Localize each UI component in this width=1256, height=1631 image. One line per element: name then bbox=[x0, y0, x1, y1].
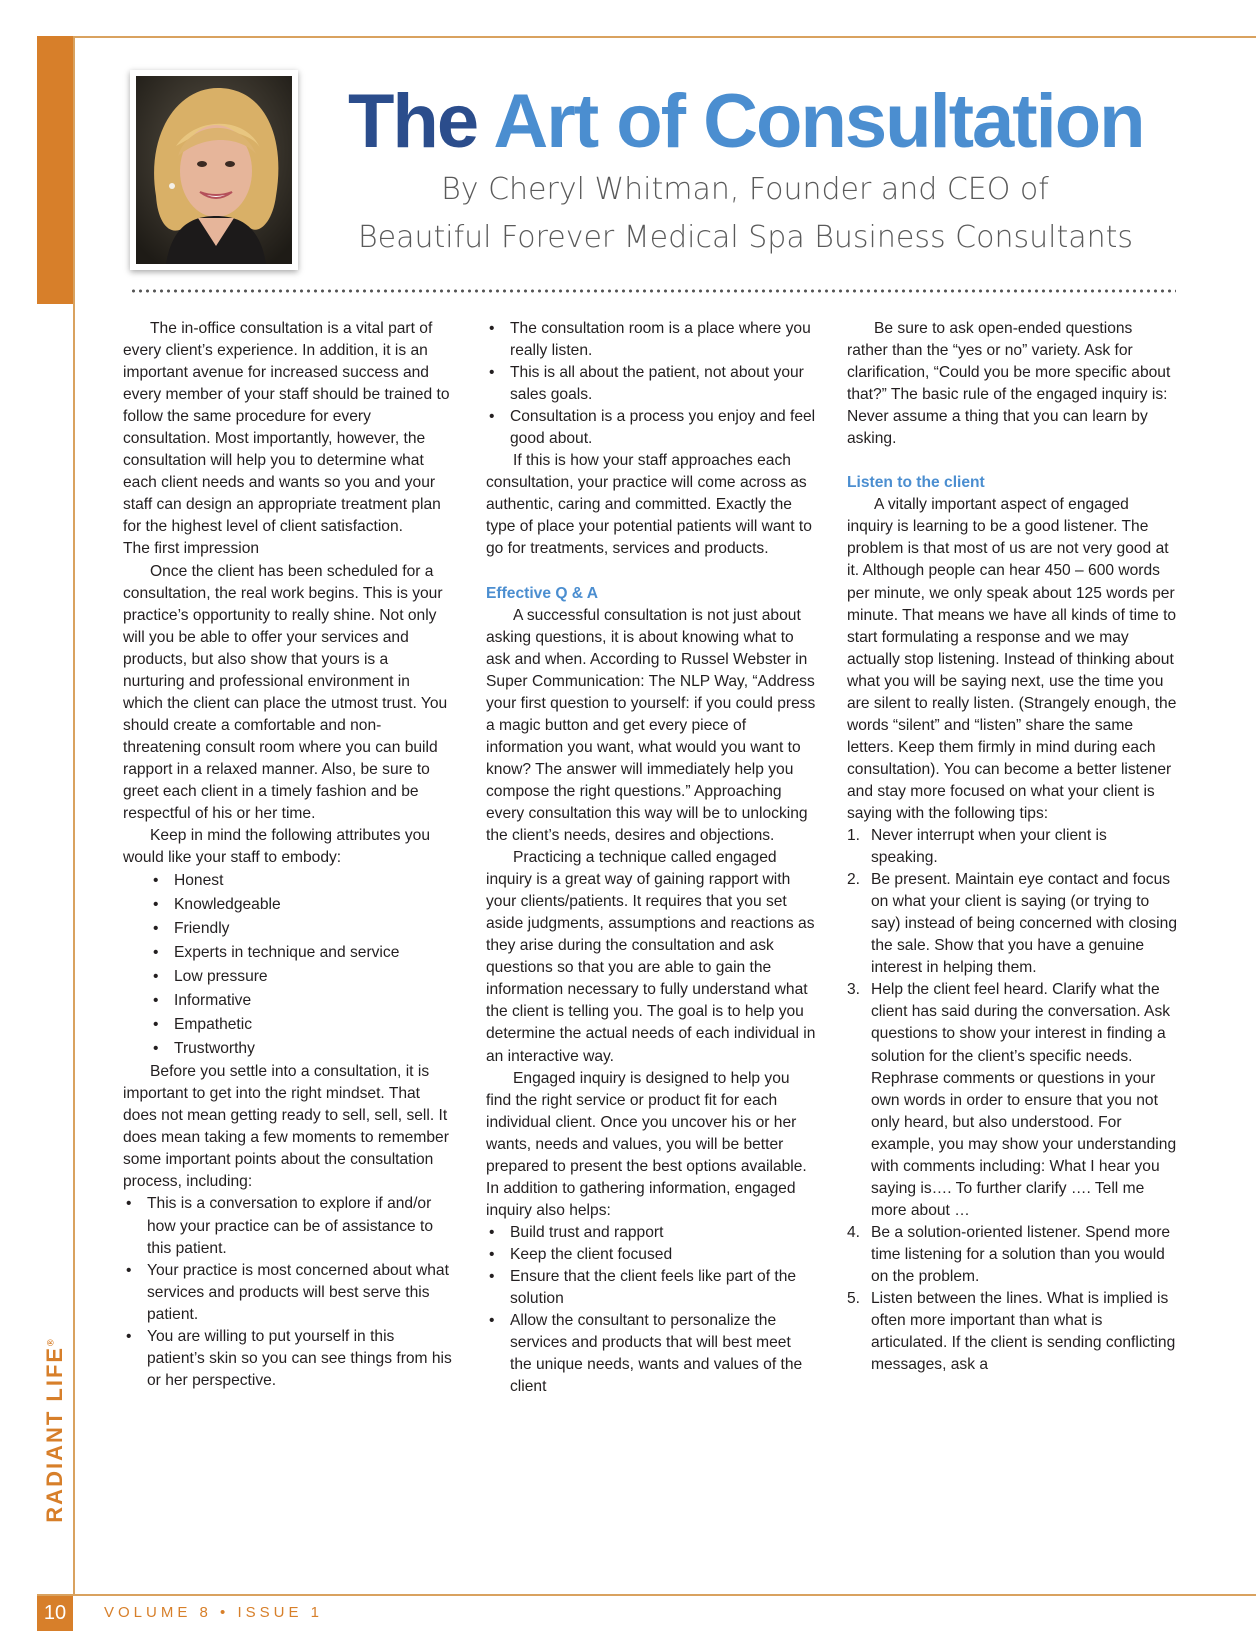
list-number: 2. bbox=[847, 871, 861, 889]
registered-mark: ® bbox=[45, 1337, 56, 1346]
paragraph: If this is how your staff approaches each consultation, your practice will come across as authentic, caring and committed. Exactly the type of place your potential patients will want to go for treatments, services and products. bbox=[486, 452, 812, 558]
list-text: Help the client feel heard. Clarify what the client has said during the conversation. Ask questions to show your interest in finding a solution for the client’s specific needs. Rephrase comments or questions in your own words in order to ensure that you not only heard, but also understood. For example, you may show your understanding with comments including: What I hear you saying is…. To further clarify …. Tell me more about … bbox=[871, 981, 1177, 1219]
column-1 bbox=[123, 318, 453, 1392]
paragraph: Practicing a technique called engaged inquiry is a great way of gaining rapport with your clients/patients. It requires that you set aside judgments, assumptions and reactions as they arise during the consultation and ask questions so that you are able to gain the information necessary to fully understand what the client is telling you. The goal is to help you determine the actual needs of each individual in an interactive way. bbox=[486, 849, 816, 1065]
attributes-list bbox=[150, 869, 453, 1061]
list-item bbox=[847, 979, 1177, 1222]
list-text: Listen between the lines. What is implied is often more important than what is articulated. If the client is sending conflicting messages, ask a bbox=[871, 1290, 1176, 1374]
list-item bbox=[847, 825, 1177, 869]
list-text: Be present. Maintain eye contact and focus on what your client is saying (or trying to say) instead of being concerned with closing the sale. Show that you have a genuine interest in helping them. bbox=[871, 871, 1177, 977]
footer-rule bbox=[37, 1594, 1256, 1596]
list-item: • Your practice is most concerned about what services and products will best serve this patient. bbox=[123, 1260, 453, 1326]
list-number: 3. bbox=[847, 981, 861, 999]
list-item: • You are willing to put yourself in this patient’s skin so you can see things from his or her perspective. bbox=[123, 1326, 453, 1392]
list-item bbox=[847, 1288, 1177, 1376]
page-number: 10 bbox=[37, 1596, 73, 1631]
author-photo bbox=[136, 76, 292, 264]
list-item bbox=[847, 1222, 1177, 1288]
byline-line-1: By Cheryl Whitman, Founder and CEO of bbox=[441, 172, 1049, 207]
author-photo-frame bbox=[130, 70, 298, 270]
left-margin-rule bbox=[73, 36, 75, 1596]
column-2 bbox=[486, 318, 816, 1398]
issue-label: VOLUME 8 • ISSUE 1 bbox=[104, 1604, 323, 1621]
list-item: • Allow the consultant to personalize the services and products that will best meet the unique needs, wants and values of the client bbox=[486, 1310, 816, 1398]
list-text: Be a solution-oriented listener. Spend more time listening for a solution than you would on the problem. bbox=[871, 1223, 1171, 1285]
paragraph: Be sure to ask open-ended questions rather than the “yes or no” variety. Ask for clarification, “Could you be more specific about that?” The basic rule of the engaged inquiry is: Never assume a thing that you can learn by asking. bbox=[847, 320, 1171, 448]
list-item: • Keep the client focused bbox=[486, 1244, 816, 1266]
list-item bbox=[847, 869, 1177, 979]
feature-tab bbox=[37, 36, 104, 304]
spacer bbox=[486, 561, 816, 583]
feature-label: FEATURE bbox=[81, 121, 104, 291]
mindset-list-continued bbox=[486, 318, 816, 450]
brand-name: RADIANT LIFE bbox=[42, 1345, 67, 1523]
magazine-brand bbox=[42, 1337, 68, 1522]
subheading: The first impression bbox=[123, 540, 260, 558]
mindset-list bbox=[123, 1193, 453, 1391]
paragraph: Keep in mind the following attributes you would like your staff to embody: bbox=[123, 827, 430, 867]
list-item: • Ensure that the client feels like part of the solution bbox=[486, 1266, 816, 1310]
column-3 bbox=[847, 318, 1177, 1376]
article-title bbox=[348, 79, 1144, 164]
byline-line-2: Beautiful Forever Medical Spa Business Consultants bbox=[358, 220, 1134, 255]
title-part-2: Art of Consultation bbox=[493, 79, 1144, 164]
top-rule bbox=[37, 36, 1256, 38]
list-item: • This is all about the patient, not about your sales goals. bbox=[486, 362, 816, 406]
paragraph: The in-office consultation is a vital part of every client’s experience. In addition, it is an important avenue for increased success and every member of your staff should be trained to follow the same procedure for every consultation. Most importantly, however, the consultation will help you to determine what each client needs and wants so you and your staff can design an appropriate treatment plan for the highest level of client satisfaction. bbox=[123, 320, 450, 536]
listening-tips-list bbox=[847, 825, 1177, 1376]
dotted-divider bbox=[130, 289, 1176, 293]
paragraph: Before you settle into a consultation, it is important to get into the right mindset. That does not mean getting ready to sell, sell, sell. It does mean taking a few moments to remember some important points about the consultation process, including: bbox=[123, 1063, 449, 1191]
list-item: • Informative bbox=[150, 989, 453, 1013]
list-item: • Friendly bbox=[150, 917, 453, 941]
paragraph: Engaged inquiry is designed to help you find the right service or product fit for each individual client. Once you uncover his or her wants, needs and values, you will be better prepared to present the best options available. In addition to gathering information, engaged inquiry also helps: bbox=[486, 1069, 807, 1219]
inquiry-helps-list bbox=[486, 1222, 816, 1398]
subheading: Effective Q & A bbox=[486, 584, 599, 602]
list-item: • Empathetic bbox=[150, 1013, 453, 1037]
list-text: Never interrupt when your client is speaking. bbox=[871, 827, 1107, 867]
list-number: 1. bbox=[847, 827, 861, 845]
list-item: • Experts in technique and service bbox=[150, 941, 453, 965]
list-item: • This is a conversation to explore if and/or how your practice can be of assistance to this patient. bbox=[123, 1193, 453, 1259]
list-item: • The consultation room is a place where you really listen. bbox=[486, 318, 816, 362]
title-part-1: The bbox=[348, 79, 494, 164]
paragraph: A successful consultation is not just about asking questions, it is about knowing what to ask and when. According to Russel Webster in Super Communication: The NLP Way, “Address your first question to yourself: if you could press a magic button and get every piece of information you want, what would you want to know? The answer will immediately help you compose the right questions.” Approaching every consultation this way will be to unlocking the client’s needs, desires and objections. bbox=[486, 606, 816, 845]
list-item: • Build trust and rapport bbox=[486, 1222, 816, 1244]
list-number: 5. bbox=[847, 1290, 861, 1308]
paragraph: Once the client has been scheduled for a consultation, the real work begins. This is your practice’s opportunity to really shine. Not only will you be able to offer your services and products, but also show that yours is a nurturing and professional environment in which the client can place the utmost trust. You should create a comfortable and non-threatening consult room where you can build rapport in a relaxed manner. Also, be sure to greet each client in a timely fashion and be respectful of his or her time. bbox=[123, 562, 448, 823]
list-item: • Trustworthy bbox=[150, 1037, 453, 1061]
paragraph: A vitally important aspect of engaged inquiry is learning to be a good listener. The problem is that most of us are not very good at it. Although people can hear 450 – 600 words per minute, we only speak about 125 words per minute. That means we have all kinds of time to start formulating a response and we may actually stop listening. Instead of thinking about what you will be saying next, use the time you are silent to really listen. (Strangely enough, the words “silent” and “listen” share the same letters. Keep them firmly in mind during each consultation). You can become a better listener and stay more focused on what your client is saying with the following tips: bbox=[847, 496, 1177, 822]
author-portrait-image bbox=[136, 76, 292, 264]
list-number: 4. bbox=[847, 1223, 861, 1241]
list-item: • Low pressure bbox=[150, 965, 453, 989]
list-item: • Honest bbox=[150, 869, 453, 893]
subheading: Listen to the client bbox=[847, 474, 985, 492]
list-item: • Consultation is a process you enjoy and feel good about. bbox=[486, 406, 816, 450]
spacer bbox=[847, 450, 1177, 472]
list-item: • Knowledgeable bbox=[150, 893, 453, 917]
